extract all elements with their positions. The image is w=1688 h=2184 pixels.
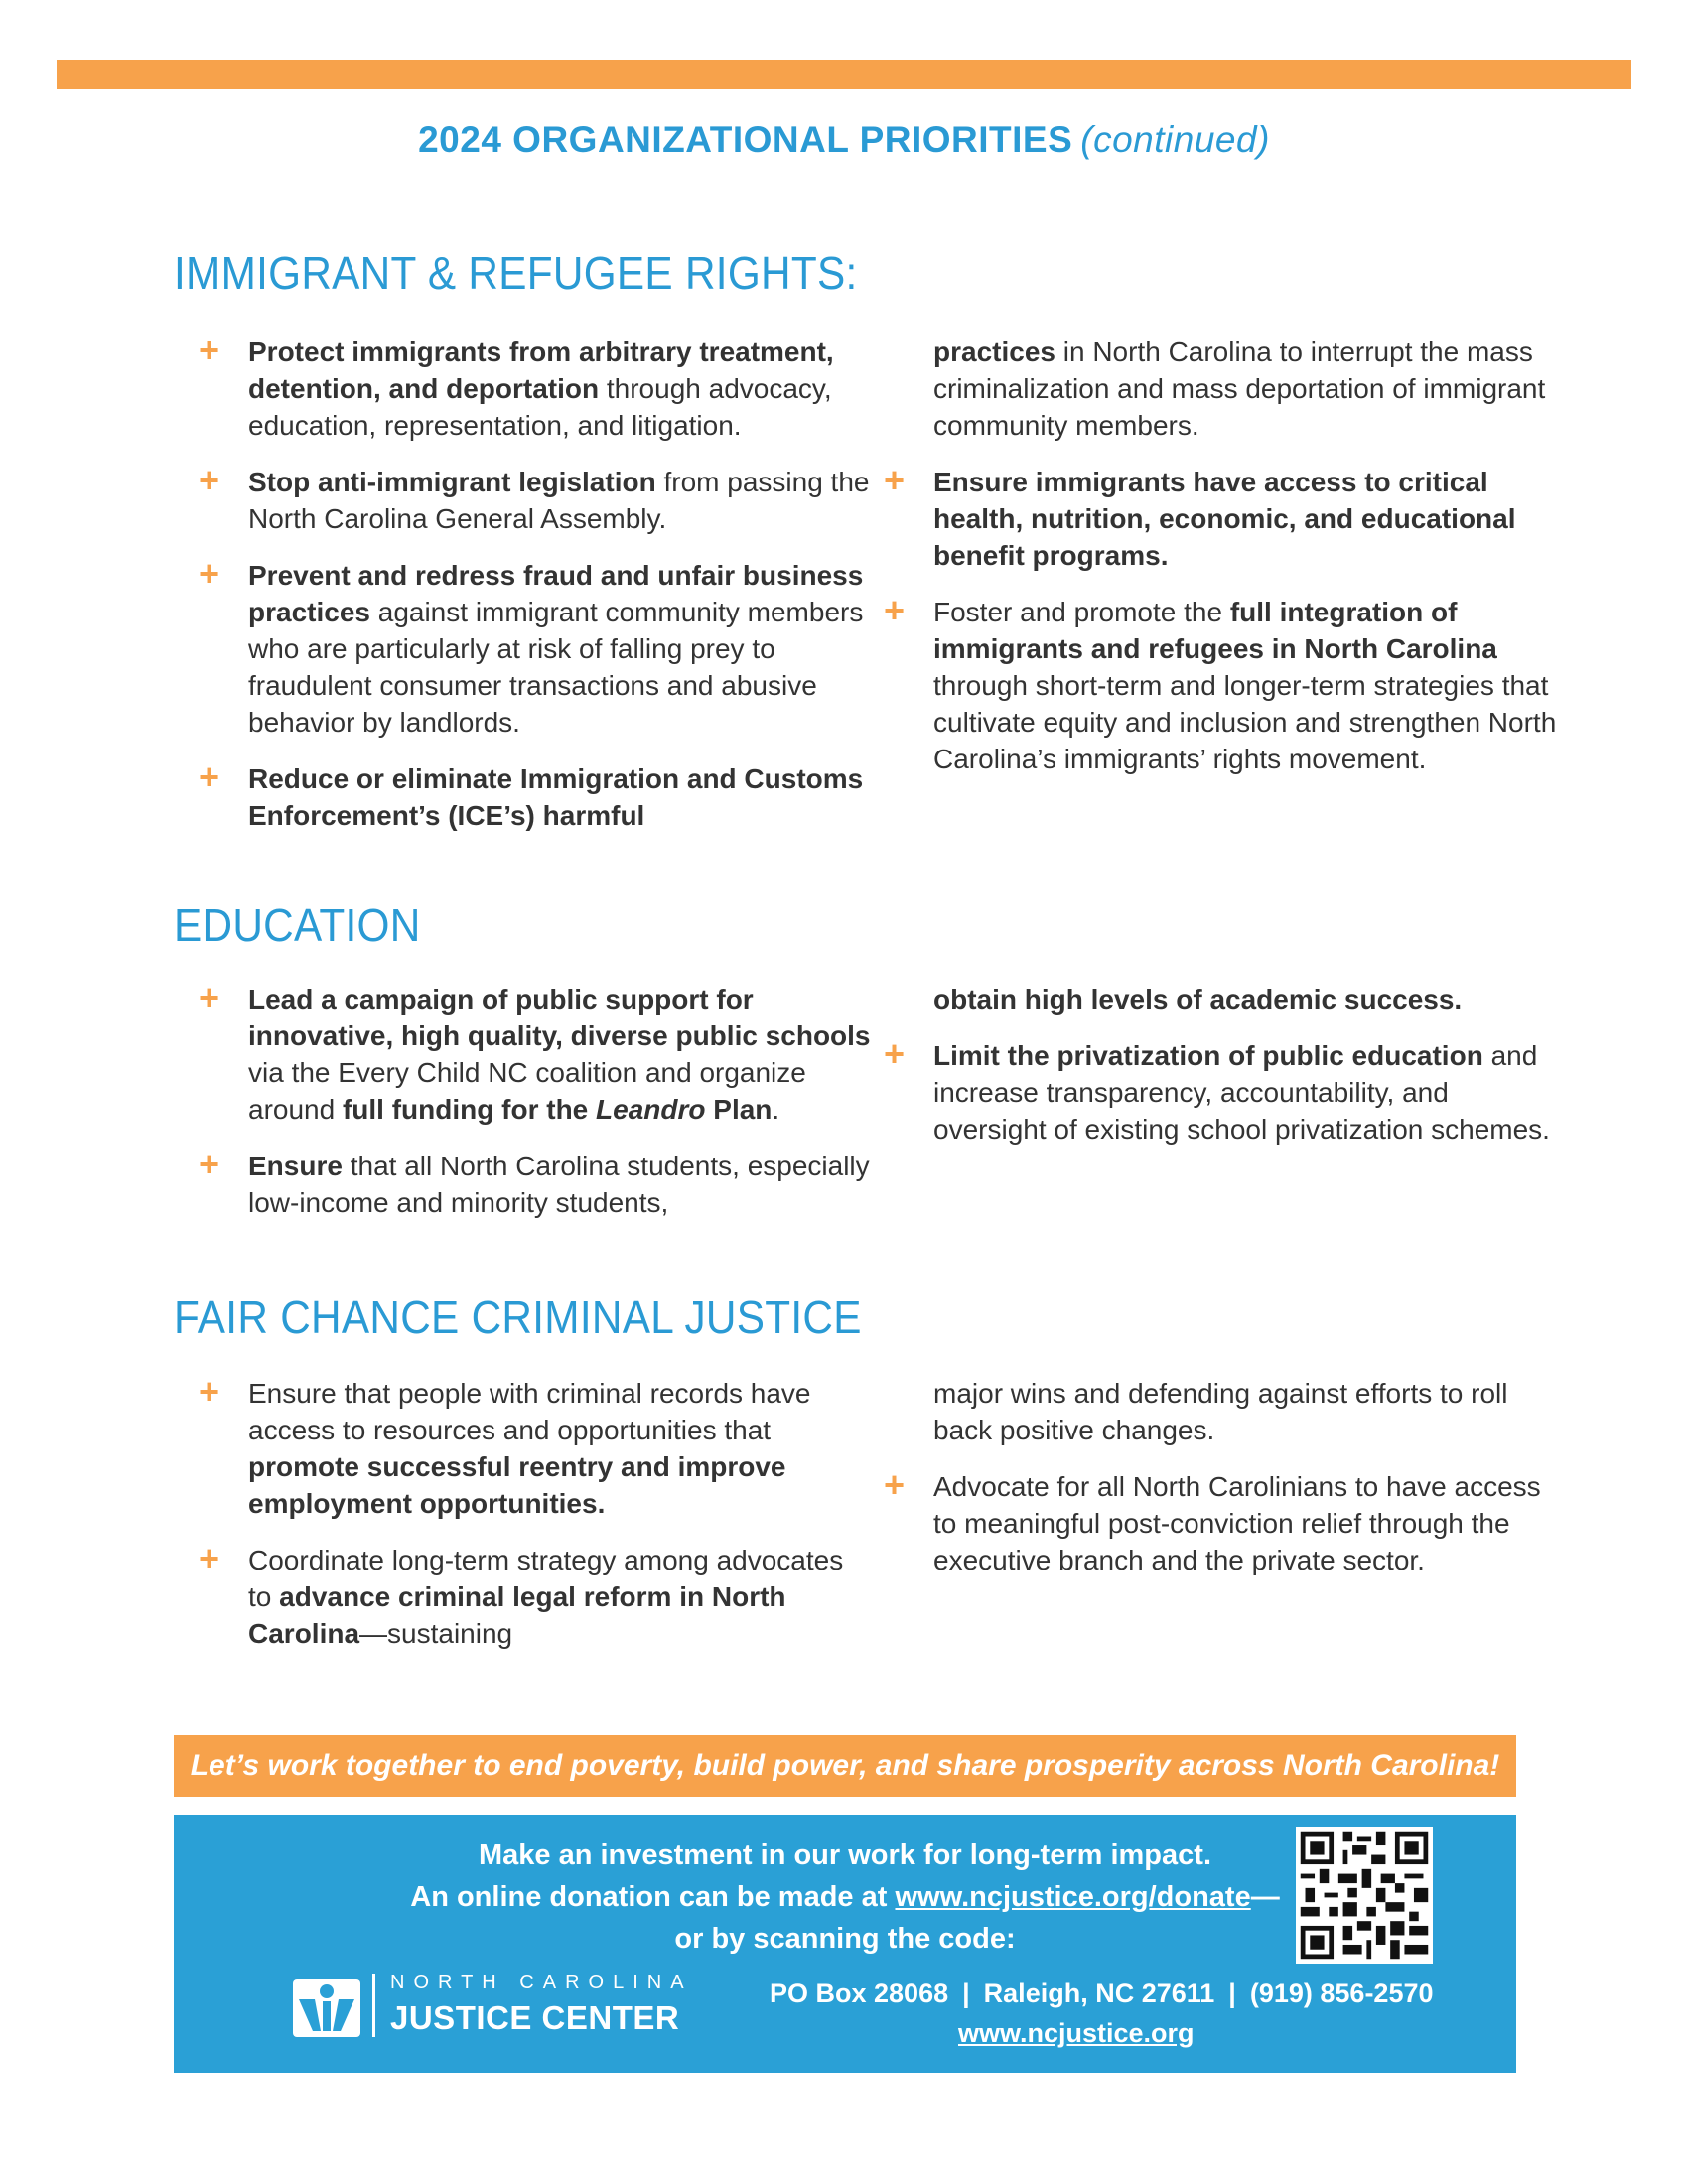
item-text: through short-term and longer-term strategies that cultivate equity and inclusion and strengthen North Carolina’s immigrants’ rights movement. (933, 670, 1557, 774)
justice-left-column (199, 1371, 874, 1672)
item-text: against immigrant community members who are particularly at risk of falling prey to fraudulent consumer transactions and abusive behavior by landlords. (248, 597, 864, 738)
item-text: via the Every Child NC coalition and organize around (248, 1057, 806, 1125)
item-text: Foster and promote the (933, 597, 1230, 627)
website-link[interactable]: www.ncjustice.org (958, 2018, 1195, 2048)
donate-link[interactable]: www.ncjustice.org/donate (895, 1881, 1251, 1913)
item-bold: Ensure immigrants have access to critical health, nutrition, economic, and educational benefit programs. (933, 467, 1516, 571)
item-bold: Plan (705, 1094, 773, 1125)
item-bold: practices (933, 337, 1055, 367)
item-bold: Limit the privatization of public education (933, 1040, 1483, 1071)
plus-icon: + (884, 1033, 906, 1074)
immigrant-right-column (884, 334, 1559, 797)
page-title (0, 119, 1688, 161)
list-item-continued (884, 1375, 1559, 1448)
list-item (199, 756, 874, 834)
section-title-immigrant: IMMIGRANT & REFUGEE RIGHTS: (174, 247, 858, 299)
plus-icon: + (884, 460, 906, 500)
plus-icon: + (884, 1464, 906, 1505)
donation-footer (174, 1815, 1516, 2073)
list-item (199, 1371, 874, 1522)
list-item-continued (884, 981, 1559, 1018)
item-bold: Lead a campaign of public support for innovative, high quality, diverse public schools (248, 984, 871, 1051)
page-title-text: 2024 ORGANIZATIONAL PRIORITIES (418, 119, 1073, 160)
item-bold: full funding for the (342, 1094, 597, 1125)
item-text: —sustaining (359, 1618, 513, 1649)
item-text: from passing the North Carolina General Assembly. (248, 467, 870, 534)
plus-icon: + (199, 1538, 220, 1578)
logo-text-line-2: JUSTICE CENTER (390, 1999, 680, 2036)
item-text: Ensure that people with criminal records have access to resources and opportunities that (248, 1378, 811, 1445)
item-text: major wins and defending against efforts to roll back positive changes. (933, 1378, 1508, 1445)
item-bold: promote successful reentry and improve employment opportunities. (248, 1451, 786, 1519)
education-left-column (199, 977, 874, 1241)
item-text: that all North Carolina students, especially low-income and minority students, (248, 1151, 870, 1218)
list-item (199, 977, 874, 1128)
list-item (199, 553, 874, 741)
item-bold: Ensure (248, 1151, 343, 1181)
list-item (884, 590, 1559, 777)
plus-icon: + (199, 1371, 220, 1412)
item-italic: Leandro (596, 1094, 706, 1125)
plus-icon: + (199, 553, 220, 594)
list-item (199, 1144, 874, 1221)
section-title-justice: FAIR CHANCE CRIMINAL JUSTICE (174, 1292, 862, 1343)
donation-line-2-dash: — (1250, 1881, 1280, 1913)
list-item-continued (884, 334, 1559, 444)
plus-icon: + (884, 590, 906, 630)
donation-line-2-text: An online donation can be made at (410, 1881, 896, 1913)
logo-divider (372, 1974, 375, 2037)
justice-right-column (884, 1375, 1559, 1598)
education-right-column (884, 981, 1559, 1167)
top-accent-bar (57, 60, 1631, 89)
plus-icon: + (199, 330, 220, 370)
item-text: Coordinate long-term strategy among advocates to (248, 1545, 844, 1612)
plus-icon: + (199, 977, 220, 1018)
item-text: . (772, 1094, 780, 1125)
call-to-action-banner: Let’s work together to end poverty, build power, and share prosperity across North Carolina! (174, 1735, 1516, 1797)
justice-scales-icon (293, 1979, 360, 2037)
section-title-education: EDUCATION (174, 899, 421, 951)
list-item (884, 1464, 1559, 1578)
item-bold: Prevent and redress fraud and unfair business practices (248, 560, 864, 627)
city-address: Raleigh, NC 27611 (983, 1979, 1215, 2008)
logo-text-line-1: NORTH CAROLINA (390, 1972, 693, 1993)
plus-icon: + (199, 756, 220, 797)
list-item (199, 330, 874, 444)
list-item (884, 460, 1559, 574)
phone-number: (919) 856-2570 (1249, 1979, 1434, 2008)
immigrant-left-column (199, 330, 874, 854)
item-text: in North Carolina to interrupt the mass criminalization and mass deportation of immigrant community members. (933, 337, 1546, 441)
plus-icon: + (199, 460, 220, 500)
donation-line-3: or by scanning the code: (674, 1923, 1016, 1955)
item-text: Advocate for all North Carolinians to have access to meaningful post-conviction relief through the executive branch and the private sector. (933, 1471, 1541, 1575)
po-box: PO Box 28068 (770, 1979, 949, 2008)
item-bold: Stop anti-immigrant legislation (248, 467, 656, 497)
item-bold: advance criminal legal reform in North Carolina (248, 1581, 786, 1649)
item-bold: obtain high levels of academic success. (933, 984, 1463, 1015)
item-bold: Reduce or eliminate Immigration and Customs Enforcement’s (ICE’s) harmful (248, 763, 864, 831)
list-item (884, 1033, 1559, 1148)
item-text: through advocacy, education, representation, and litigation. (248, 373, 832, 441)
item-text: and increase transparency, accountability, and oversight of existing school privatization schemes. (933, 1040, 1550, 1145)
item-bold: full integration of immigrants and refugees in North Carolina (933, 597, 1497, 664)
plus-icon: + (199, 1144, 220, 1184)
item-bold: Protect immigrants from arbitrary treatment, detention, and deportation (248, 337, 834, 404)
justice-center-logo (293, 1972, 710, 2041)
list-item (199, 1538, 874, 1652)
page-title-suffix: (continued) (1080, 119, 1270, 160)
contact-info: PO Box 28068 | Raleigh, NC 27611 | (919) 856-2570 (770, 1979, 1434, 2008)
qr-code-icon[interactable] (1296, 1827, 1433, 1964)
list-item (199, 460, 874, 537)
donation-line-1: Make an investment in our work for long-term impact. (478, 1840, 1211, 1871)
